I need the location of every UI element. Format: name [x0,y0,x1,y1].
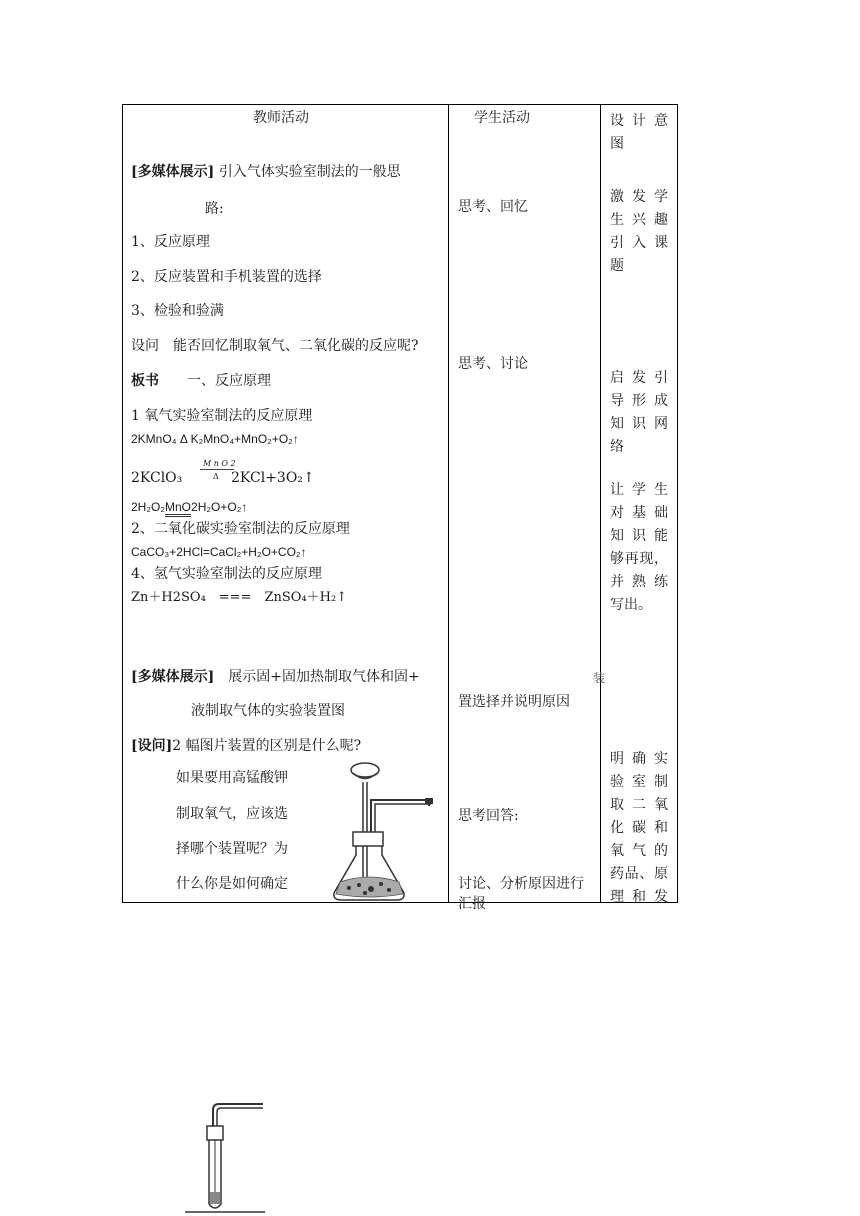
student-activity-3: 置选择并说明原因 [458,694,570,710]
question-2-line: 什么你是如何确定 [176,876,288,892]
equation-zn: Zn＋H2SO₄ === ZnSO₄＋H₂↑ [131,590,348,605]
multimedia-text-cont: 路: [205,201,224,217]
design-intent-3: 让 学 生 对 基 础 知 识 能 够再现， 并 熟 练 写出。 [610,482,668,613]
question-2-line: 如果要用高锰酸钾 [176,770,288,786]
flask-apparatus-image [331,760,441,905]
heat-symbol: Δ [213,472,219,481]
question-2-line: 制取氧气，应该选 [176,806,288,822]
board-label: 板书 一、反应原理 [131,373,271,389]
design-intent-4: 明 确 实 验 室 制 取 二 氧 化 碳 和 氧 气 的 药品、原 理 和 发 [610,751,668,905]
step-2: 2、反应装置和手机装置的选择 [131,269,322,285]
equation-kmno4: 2KMnO₄ Δ K₂MnO₄+MnO₂+O₂↑ [131,432,299,446]
column-divider [600,105,601,902]
student-activity-5: 讨论、分析原因进行 [458,876,584,892]
design-intent-1: 激 发 学 生 兴 趣 引 入 课 题 [610,189,668,274]
multimedia-text-2-cont: 液制取气体的实验装置图 [191,703,345,719]
student-activity-2: 思考、讨论 [458,356,528,372]
equation-kclo3-left: 2KClO₃ [131,470,183,486]
multimedia-label-2: [多媒体展示] 展示固+固加热制取气体和固+ [131,669,420,685]
question-1: 设问 能否回忆制取氧气、二氧化碳的反应呢? [131,338,419,354]
question-2: [设问]2 幅图片装置的区别是什么呢? [131,738,362,754]
design-intent-2: 启 发 引 导 形 成 知 识 网 络 [610,370,668,455]
step-3: 3、检验和验满 [131,303,224,319]
reaction-arrow [200,469,234,470]
equation-h2o2: 2H₂O₂MnO2H₂O+O₂↑ [131,498,247,516]
student-activity-3-fragment: 装 [593,671,606,685]
equation-kclo3-right: 2KCl+3O₂↑ [231,470,315,486]
multimedia-label: [多媒体展示] 引入气体实验室制法的一般思 [131,164,401,180]
hydrogen-title: 4、氢气实验室制法的反应原理 [131,566,322,582]
header-design-intent: 设 计 意 图 [610,113,668,152]
lesson-plan-table [122,104,678,912]
student-activity-5-cut: 汇报 [458,896,486,912]
oxygen-title: 1 氧气实验室制法的反应原理 [131,408,313,424]
question-2-line: 择哪个装置呢？为 [176,841,288,857]
student-activity-1: 思考、回忆 [458,199,528,215]
step-1: 1、反应原理 [131,234,210,250]
co2-title: 2、二氧化碳实验室制法的反应原理 [131,521,350,537]
header-teacher-activity: 教师活动 [253,110,309,126]
header-student-activity: 学生活动 [474,110,530,126]
equation-caco3: CaCO₃+2HCl=CaCl₂+H₂O+CO₂↑ [131,545,307,559]
column-divider [448,105,449,902]
student-activity-4: 思考回答: [458,808,519,824]
test-tube-apparatus-image [185,1100,270,1216]
catalyst-label: M n O 2 [203,459,236,468]
